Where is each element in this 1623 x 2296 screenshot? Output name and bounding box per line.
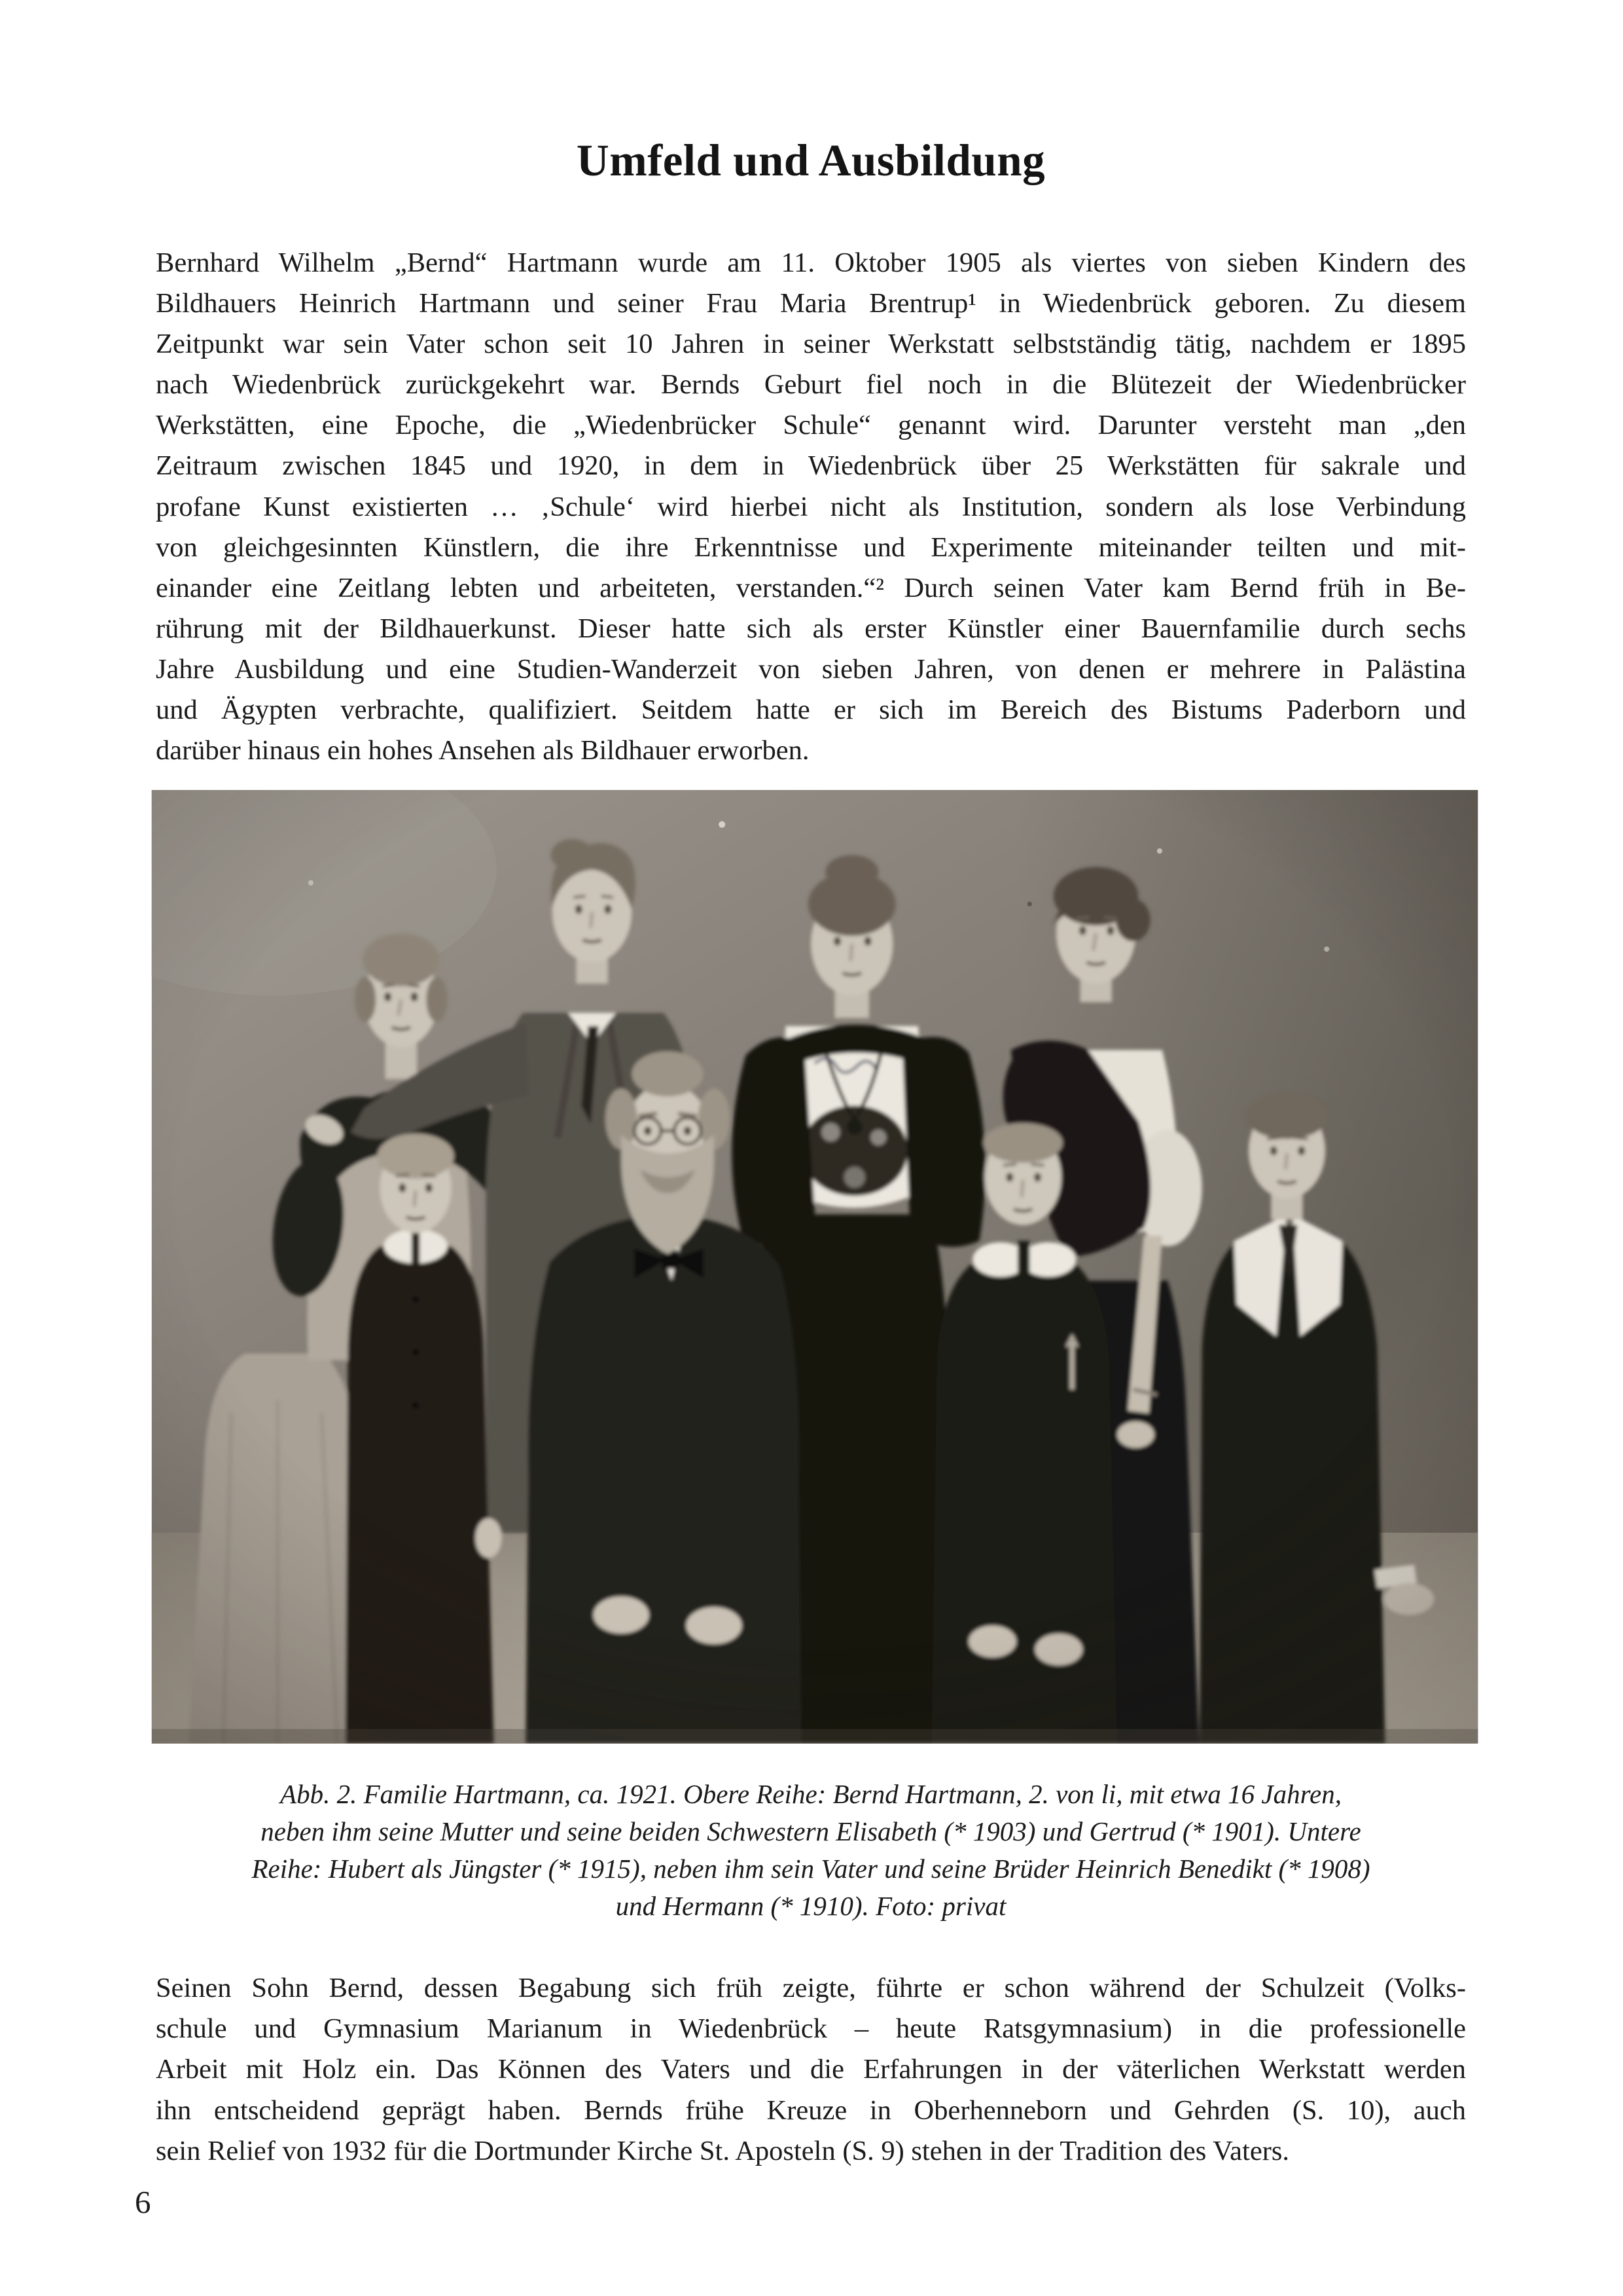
text-line: schule und Gymnasium Marianum in Wiedenbrück – heute Ratsgymnasium) in die professionelle bbox=[156, 2013, 1466, 2045]
photo-caption bbox=[156, 1776, 1466, 1925]
text-line: Reihe: Hubert als Jüngster (* 1915), neben ihm sein Vater und seine Brüder Heinrich Benedikt (* 1908) bbox=[251, 1854, 1370, 1884]
text-line: von gleichgesinnten Künstlern, die ihre Erkenntnisse und Experimente miteinander teilten und mit- bbox=[156, 531, 1466, 563]
text-line: Arbeit mit Holz ein. Das Können des Vaters und die Erfahrungen in der väterlichen Werkstatt werden bbox=[156, 2054, 1466, 2085]
intro-paragraph bbox=[156, 243, 1466, 771]
text-line: nach Wiedenbrück zurückgekehrt war. Bernds Geburt fiel noch in die Blütezeit der Wiedenbrücker bbox=[156, 369, 1466, 401]
text-line: Zeitpunkt war sein Vater schon seit 10 Jahren in seiner Werkstatt selbstständig tätig, nachdem er 1895 bbox=[156, 329, 1466, 360]
text-line: rührung mit der Bildhauerkunst. Dieser hatte sich als erster Künstler einer Bauernfamilie durch sechs bbox=[156, 613, 1466, 644]
text-line: Jahre Ausbildung und eine Studien-Wanderzeit von sieben Jahren, von denen er mehrere in Palästina bbox=[156, 653, 1466, 685]
text-line: Zeitraum zwischen 1845 und 1920, in dem in Wiedenbrück über 25 Werkstätten für sakrale und bbox=[156, 450, 1466, 482]
text-line: darüber hinaus ein hohes Ansehen als Bildhauer erworben. bbox=[156, 735, 810, 766]
page-number: 6 bbox=[135, 2184, 151, 2220]
dust-speck bbox=[719, 821, 725, 828]
text-line: sein Relief von 1932 für die Dortmunder Kirche St. Aposteln (S. 9) stehen in der Tradition des Vaters. bbox=[156, 2135, 1290, 2166]
page-title: Umfeld und Ausbildung bbox=[576, 135, 1046, 185]
text-line: ihn entscheidend geprägt haben. Bernds frühe Kreuze in Oberhenneborn und Gehrden (S. 10), auch bbox=[156, 2094, 1466, 2126]
text-line: Bildhauers Heinrich Hartmann und seiner Frau Maria Brentrup¹ in Wiedenbrück geboren. Zu diesem bbox=[156, 288, 1466, 319]
text-line: und Hermann (* 1910). Foto: privat bbox=[615, 1891, 1007, 1922]
text-line: Seinen Sohn Bernd, dessen Begabung sich früh zeigte, führte er schon während der Schulzeit (Volks- bbox=[156, 1973, 1466, 2004]
text-line: Werkstätten, eine Epoche, die „Wiedenbrücker Schule“ genannt wird. Darunter versteht man „den bbox=[156, 410, 1466, 441]
text-line: Bernhard Wilhelm „Bernd“ Hartmann wurde am 11. Oktober 1905 als viertes von sieben Kindern des bbox=[156, 247, 1466, 278]
text-line: einander eine Zeitlang lebten und arbeiteten, verstanden.“² Durch seinen Vater kam Bernd früh in Be- bbox=[156, 572, 1466, 603]
text-line: profane Kunst existierten … ‚Schule‘ wird hierbei nicht als Institution, sondern als lose Verbindung bbox=[156, 491, 1466, 522]
text-line: neben ihm seine Mutter und seine beiden Schwestern Elisabeth (* 1903) und Gertrud (* 1901). Untere bbox=[260, 1816, 1361, 1847]
family-photo-illustration bbox=[151, 790, 1478, 1744]
family-photo bbox=[151, 790, 1478, 1744]
family-photo-figure bbox=[156, 790, 1466, 1925]
text-line: und Ägypten verbrachte, qualifiziert. Seitdem hatte er sich im Bereich des Bistums Paderborn und bbox=[156, 694, 1466, 726]
outro-paragraph bbox=[156, 1968, 1466, 2171]
text-line: Abb. 2. Familie Hartmann, ca. 1921. Obere Reihe: Bernd Hartmann, 2. von li, mit etwa 16 Jahren, bbox=[280, 1779, 1342, 1810]
